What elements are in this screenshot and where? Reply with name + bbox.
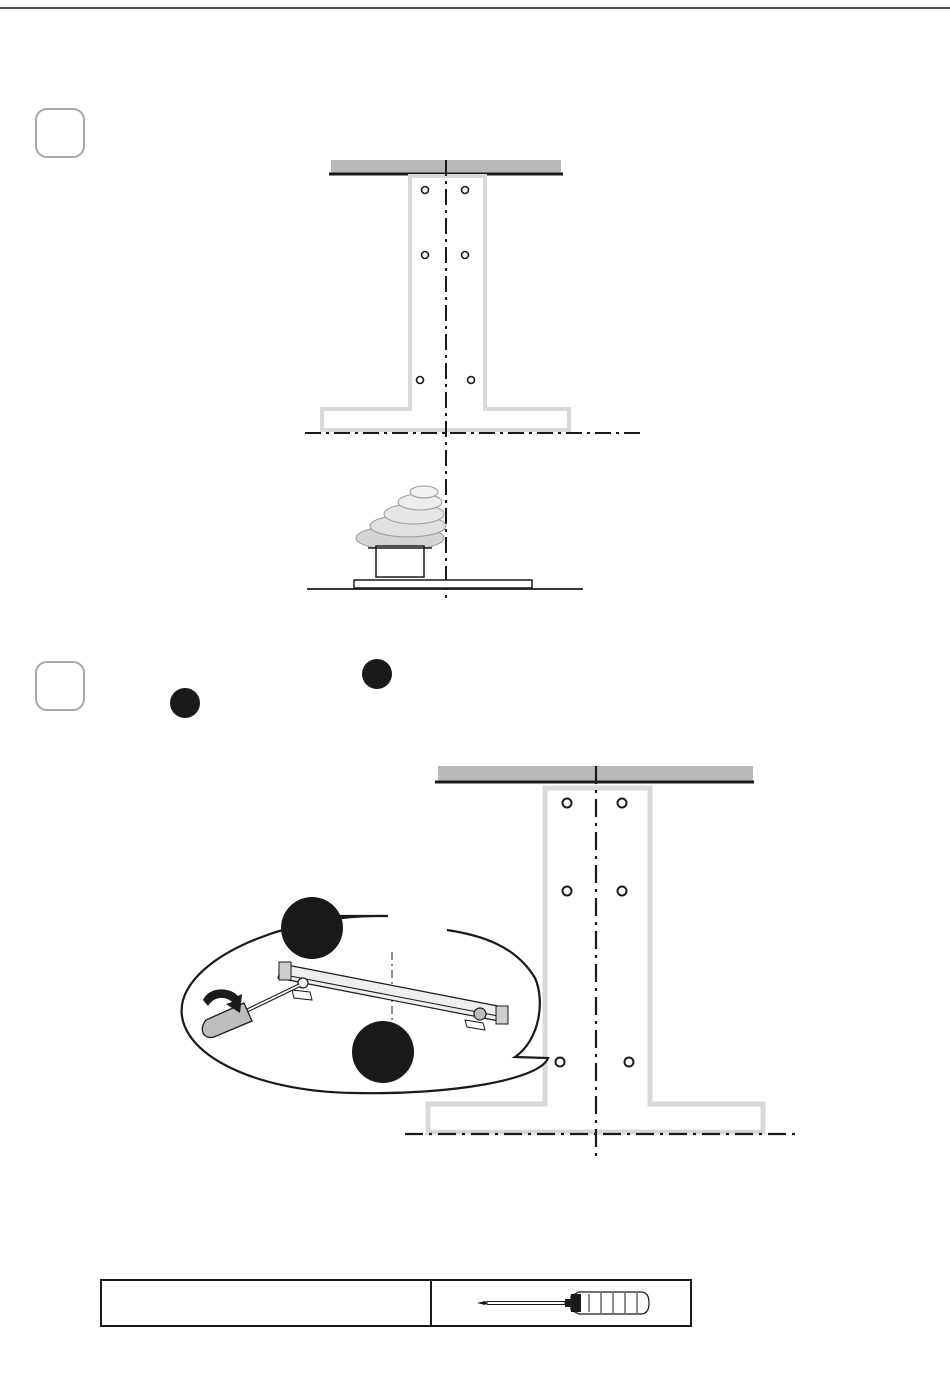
phillips-screwdriver-icon — [471, 1288, 651, 1318]
screw-hole — [462, 252, 469, 259]
steam-cloud — [356, 486, 446, 550]
screw-hole — [625, 1058, 634, 1067]
screw-hole — [468, 377, 475, 384]
cooking-pot — [368, 546, 432, 577]
screw-hole — [563, 799, 572, 808]
screw-hole — [462, 187, 469, 194]
callout-marker-a-large — [281, 897, 343, 959]
screw-hole — [618, 887, 627, 896]
screw-hole — [417, 377, 424, 384]
screw-hole — [556, 1058, 565, 1067]
cooktop — [307, 580, 583, 589]
screw-hole — [618, 799, 627, 808]
step-1-diagram — [305, 160, 645, 598]
tools-table — [100, 1279, 692, 1327]
callout-marker-b-large — [352, 1021, 414, 1083]
screw-hole — [563, 887, 572, 896]
hood-outline-1 — [322, 176, 569, 430]
tool-icon-cell — [432, 1281, 690, 1325]
step-2-diagram — [182, 766, 795, 1158]
screw-hole — [422, 187, 429, 194]
screw-hole — [422, 252, 429, 259]
tool-name-cell — [102, 1281, 432, 1325]
